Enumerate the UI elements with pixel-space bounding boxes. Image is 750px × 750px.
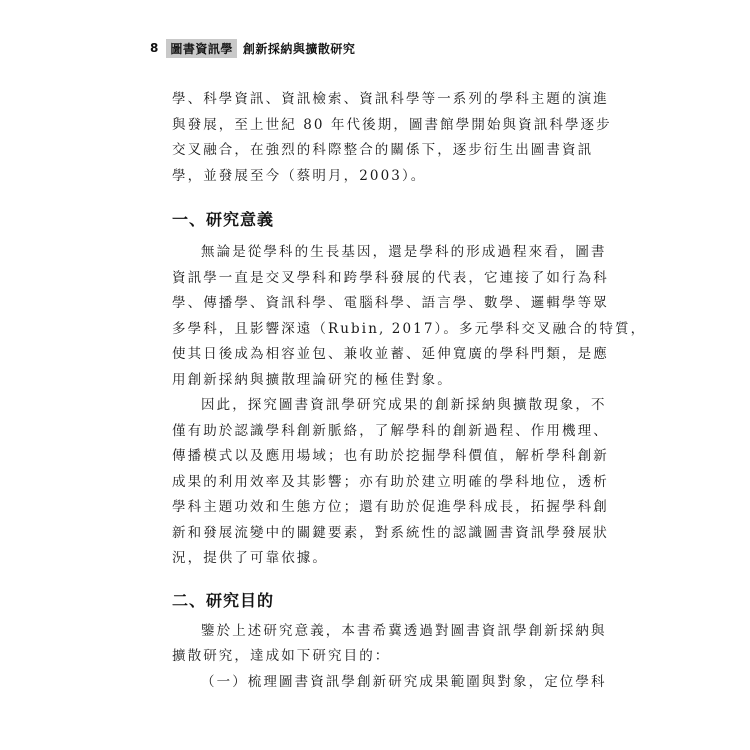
intro-paragraph xyxy=(172,87,612,189)
running-head xyxy=(150,39,355,57)
purpose-paragraph-1 xyxy=(172,619,607,670)
significance-paragraph-1 xyxy=(172,240,647,393)
text-line: 學，並發展至今（蔡明月，2003）。 xyxy=(172,167,427,184)
text-line: 僅有助於認識學科創新脈絡，了解學科的創新過程、作用機理、 xyxy=(172,422,609,439)
text-line: 成果的利用效率及其影響；亦有助於建立明確的學科地位，透析 xyxy=(172,473,609,490)
text-line: 學科主題功效和生態方位；還有助於促進學科成長，拓握學科創 xyxy=(172,499,609,515)
text-line: 學、傳播學、資訊科學、電腦科學、語言學、數學、邏輯學等眾 xyxy=(172,295,609,311)
text-line: 學、科學資訊、資訊檢索、資訊科學等一系列的學科主題的演進 xyxy=(172,91,609,107)
text-line: 多學科，且影響深遠（Rubin, 2017）。多元學科交叉融合的特質， xyxy=(172,320,647,337)
text-line: 況，提供了可靠依據。 xyxy=(172,550,328,566)
book-title: 創新採納與擴散研究 xyxy=(242,41,356,56)
purpose-paragraph-2 xyxy=(172,670,607,696)
section-heading-significance: 一、研究意義 xyxy=(172,210,275,229)
text-line: 資訊學一直是交叉學科和跨學科發展的代表，它連接了如行為科 xyxy=(172,269,609,286)
text-line: 因此，探究圖書資訊學研究成果的創新採納與擴散現象，不 xyxy=(201,397,607,413)
text-line: 傳播模式以及應用場域；也有助於挖掘學科價值，解析學科創新 xyxy=(172,448,609,464)
significance-paragraph-2 xyxy=(172,393,609,572)
text-line: 交叉融合，在強烈的科際整合的關係下，逐步衍生出圖書資訊 xyxy=(172,142,594,158)
text-line: 用創新採納與擴散理論研究的極佳對象。 xyxy=(172,371,453,388)
page-number: 8 xyxy=(150,41,159,55)
text-line: 無論是從學科的生長基因，還是學科的形成過程來看，圖書 xyxy=(201,244,607,260)
text-line: 新和發展流變中的關鍵要素，對系統性的認識圖書資訊學發展狀 xyxy=(172,524,609,541)
text-line: 鑒於上述研究意義，本書希冀透過對圖書資訊學創新採納與 xyxy=(201,622,607,639)
chapter-label: 圖書資訊學 xyxy=(166,39,237,58)
text-line: 使其日後成為相容並包、兼收並蓄、延伸寬廣的學科門類，是應 xyxy=(172,346,609,362)
text-line: 與發展，至上世紀 80 年代後期，圖書館學開始與資訊科學逐步 xyxy=(172,116,612,133)
text-line: （一）梳理圖書資訊學創新研究成果範圍與對象，定位學科 xyxy=(201,673,607,690)
text-line: 擴散研究，達成如下研究目的： xyxy=(172,648,391,664)
page-content xyxy=(172,87,647,695)
section-heading-purpose: 二、研究目的 xyxy=(172,590,275,610)
